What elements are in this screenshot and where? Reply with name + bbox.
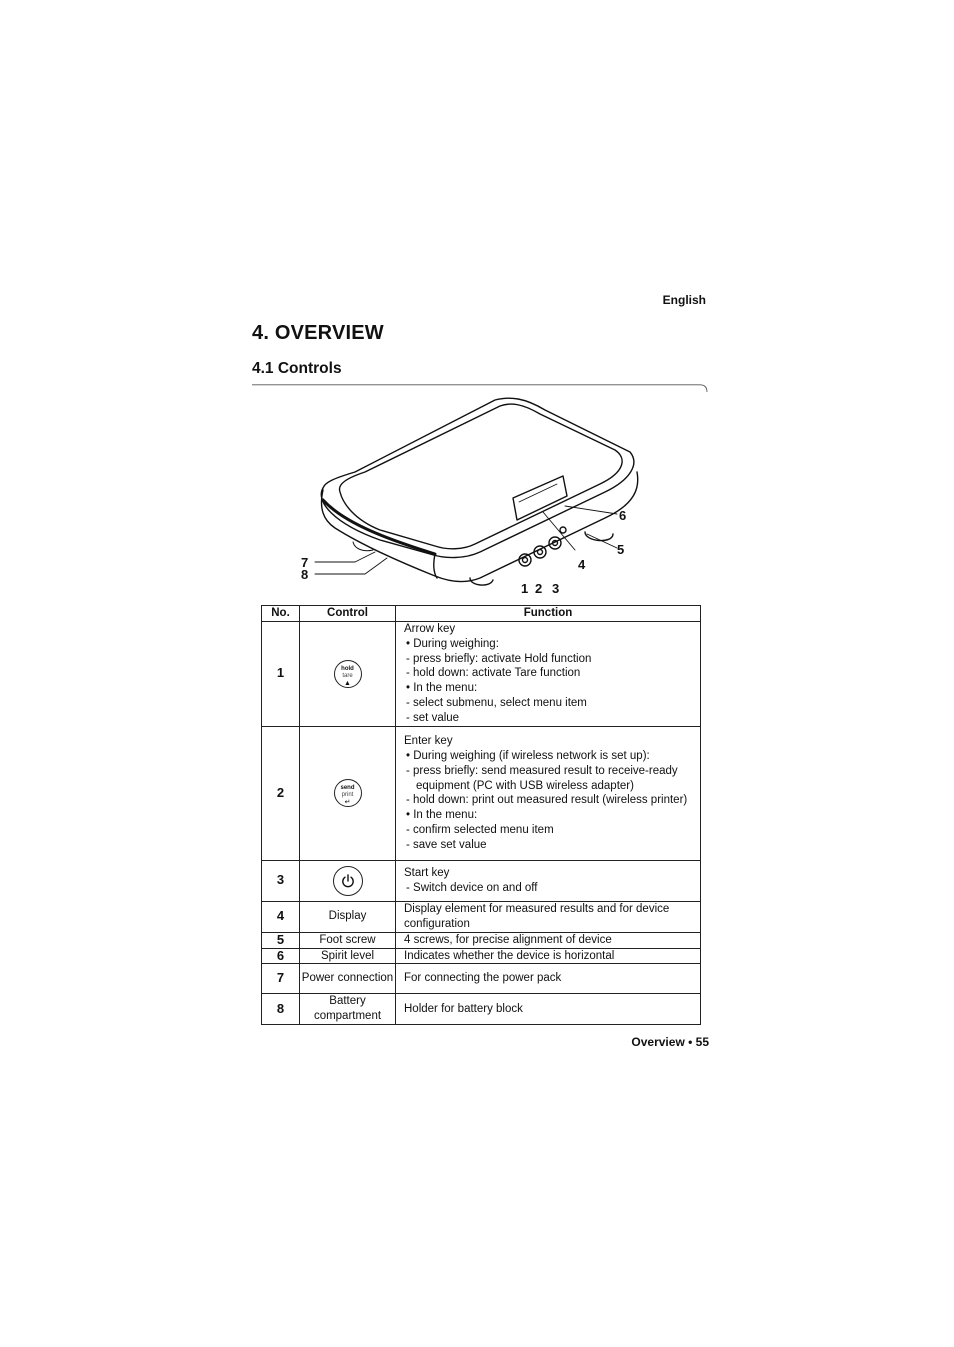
row-number: 8	[262, 994, 300, 1025]
control-cell	[300, 621, 396, 726]
callout-4: 4	[578, 557, 586, 572]
row-number: 5	[262, 932, 300, 948]
table-row	[262, 994, 701, 1025]
function-bullet: • During weighing (if wireless network is set up):	[404, 749, 694, 764]
control-cell	[300, 726, 396, 860]
function-cell	[396, 621, 701, 726]
function-cell: 4 screws, for precise alignment of device	[396, 932, 701, 948]
function-line: Start key	[404, 867, 450, 879]
page-title: 4. OVERVIEW	[252, 322, 384, 344]
function-bullet: • In the menu:	[404, 808, 694, 823]
page-footer: Overview • 55	[631, 1035, 709, 1049]
function-dash: - select submenu, select menu item	[404, 696, 694, 711]
function-cell: Display element for measured results and for device configuration	[396, 901, 701, 932]
table-row	[262, 860, 701, 901]
control-cell: Battery compartment	[300, 994, 396, 1025]
control-cell	[300, 860, 396, 901]
function-line: Arrow key	[404, 623, 456, 635]
row-number: 6	[262, 948, 300, 964]
function-cell: For connecting the power pack	[396, 964, 701, 994]
hold-tare-key-icon: hold tare ▲	[334, 660, 362, 688]
control-cell: Spirit level	[300, 948, 396, 964]
header-control: Control	[300, 606, 396, 622]
table-row	[262, 948, 701, 964]
row-number: 3	[262, 860, 300, 901]
header-function: Function	[396, 606, 701, 622]
function-cell: Indicates whether the device is horizontal	[396, 948, 701, 964]
header-no: No.	[262, 606, 300, 622]
function-cell	[396, 860, 701, 901]
function-dash: - hold down: activate Tare function	[404, 666, 694, 681]
control-cell: Power connection	[300, 964, 396, 994]
row-number: 2	[262, 726, 300, 860]
function-bullet: • In the menu:	[404, 681, 694, 696]
table-row	[262, 901, 701, 932]
device-illustration	[295, 392, 645, 597]
row-number: 1	[262, 621, 300, 726]
section-heading: 4.1 Controls	[252, 360, 342, 377]
send-print-key-icon: send print ↵	[334, 779, 362, 807]
control-cell: Foot screw	[300, 932, 396, 948]
function-dash: - Switch device on and off	[404, 881, 694, 896]
function-line: Enter key	[404, 735, 453, 748]
function-dash: - hold down: print out measured result (wireless printer)	[404, 793, 694, 808]
power-icon	[333, 866, 363, 896]
table-row	[262, 932, 701, 948]
callout-6: 6	[619, 508, 627, 523]
table-row	[262, 621, 701, 726]
callout-1: 1	[521, 581, 529, 596]
function-dash: - press briefly: send measured result to receive-ready equipment (PC with USB wireless adapter)	[404, 764, 694, 794]
table-row	[262, 964, 701, 994]
control-cell: Display	[300, 901, 396, 932]
callout-7: 7	[301, 555, 309, 570]
function-bullet: • During weighing:	[404, 637, 694, 652]
controls-table	[261, 605, 701, 1025]
table-row	[262, 726, 701, 860]
language-label: English	[662, 293, 706, 307]
function-cell: Holder for battery block	[396, 994, 701, 1025]
row-number: 7	[262, 964, 300, 994]
function-cell	[396, 726, 701, 860]
table-header-row	[262, 606, 701, 622]
function-dash: - confirm selected menu item	[404, 823, 694, 838]
function-dash: - press briefly: activate Hold function	[404, 652, 694, 667]
function-dash: - set value	[404, 711, 694, 726]
callout-3: 3	[552, 581, 560, 596]
function-dash: - save set value	[404, 838, 694, 853]
callout-2: 2	[535, 581, 543, 596]
callout-5: 5	[617, 542, 625, 557]
row-number: 4	[262, 901, 300, 932]
callout-8: 8	[301, 567, 309, 582]
